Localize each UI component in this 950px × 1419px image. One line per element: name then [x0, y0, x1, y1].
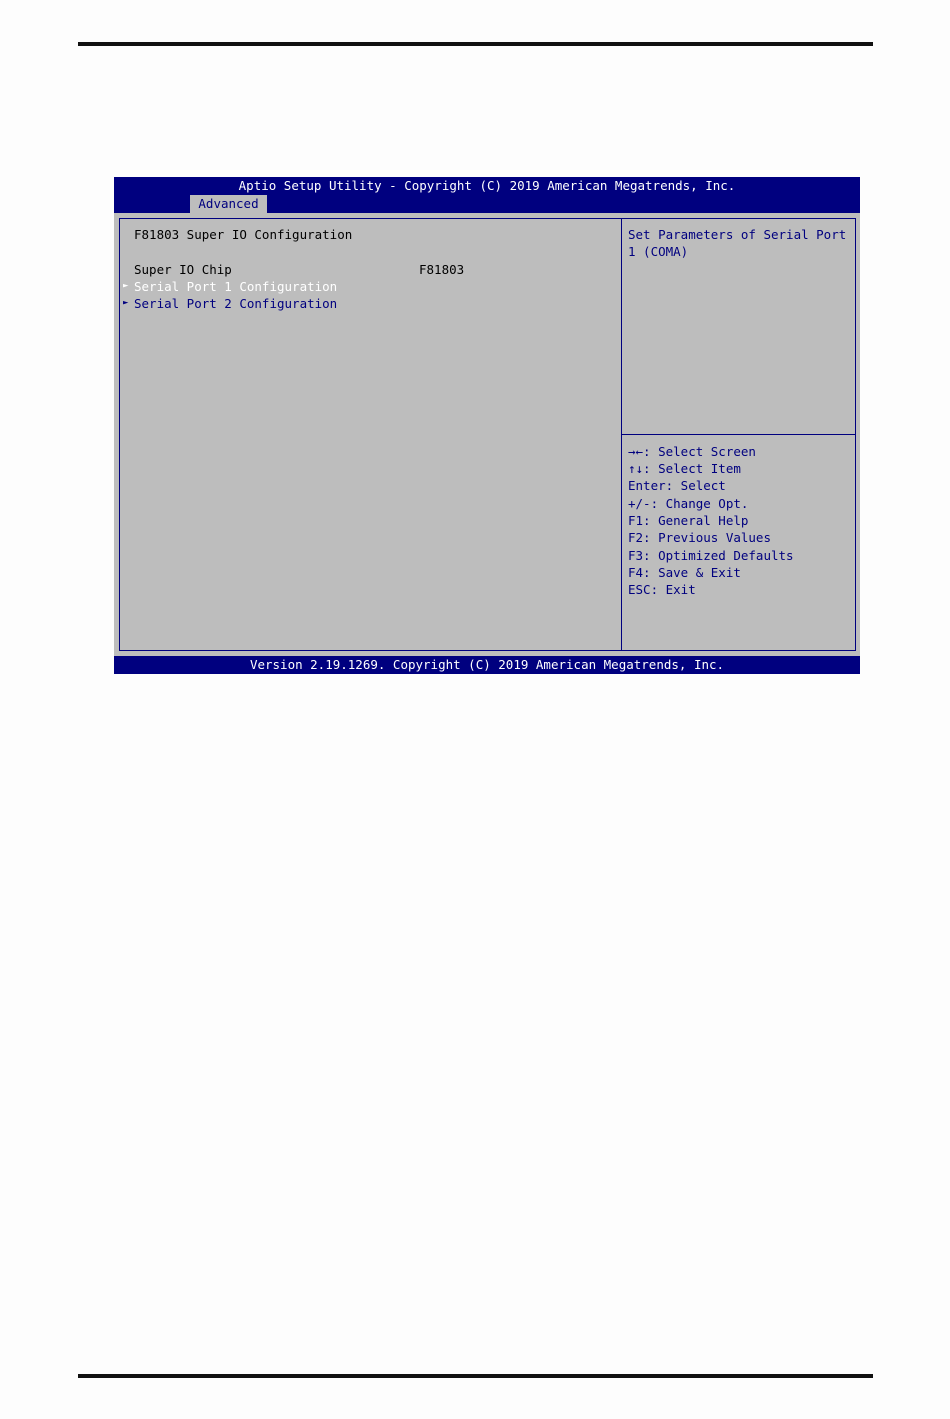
page-top-rule — [78, 42, 873, 46]
submenu-arrow-icon: ► — [123, 281, 129, 291]
help-description-line-1: Set Parameters of Serial Port — [628, 227, 847, 242]
title-bar — [114, 177, 860, 213]
super-io-chip-label: Super IO Chip — [134, 262, 232, 277]
tab-advanced[interactable]: Advanced — [190, 195, 267, 213]
serial-port-2-label: Serial Port 2 Configuration — [134, 296, 338, 311]
utility-title: Aptio Setup Utility - Copyright (C) 2019 American Megatrends, Inc. — [238, 178, 736, 193]
help-description-line-2: 1 (COMA) — [628, 244, 689, 259]
submenu-arrow-icon: ► — [123, 298, 129, 308]
bios-setup-screen — [114, 177, 860, 674]
super-io-chip-value: F81803 — [419, 262, 465, 277]
key-enter-select: Enter: Select — [628, 478, 726, 493]
page-title: F81803 Super IO Configuration — [134, 227, 353, 242]
key-save-exit: F4: Save & Exit — [628, 565, 741, 580]
page-bottom-rule — [78, 1374, 873, 1378]
serial-port-1-configuration-item[interactable] — [120, 278, 480, 295]
settings-panel — [119, 218, 622, 651]
version-text: Version 2.19.1269. Copyright (C) 2019 American Megatrends, Inc. — [249, 657, 725, 672]
key-change-opt: +/-: Change Opt. — [628, 496, 749, 511]
key-select-item: ↑↓: Select Item — [628, 461, 741, 476]
footer-bar — [114, 656, 860, 674]
key-optimized-defaults: F3: Optimized Defaults — [628, 548, 794, 563]
key-previous-values: F2: Previous Values — [628, 530, 771, 545]
key-esc-exit: ESC: Exit — [628, 582, 696, 597]
serial-port-1-label: Serial Port 1 Configuration — [134, 279, 338, 294]
key-select-screen: →←: Select Screen — [628, 444, 756, 459]
serial-port-2-configuration-item[interactable] — [120, 295, 480, 312]
help-panel — [621, 218, 856, 651]
help-divider — [622, 434, 855, 435]
key-general-help: F1: General Help — [628, 513, 749, 528]
